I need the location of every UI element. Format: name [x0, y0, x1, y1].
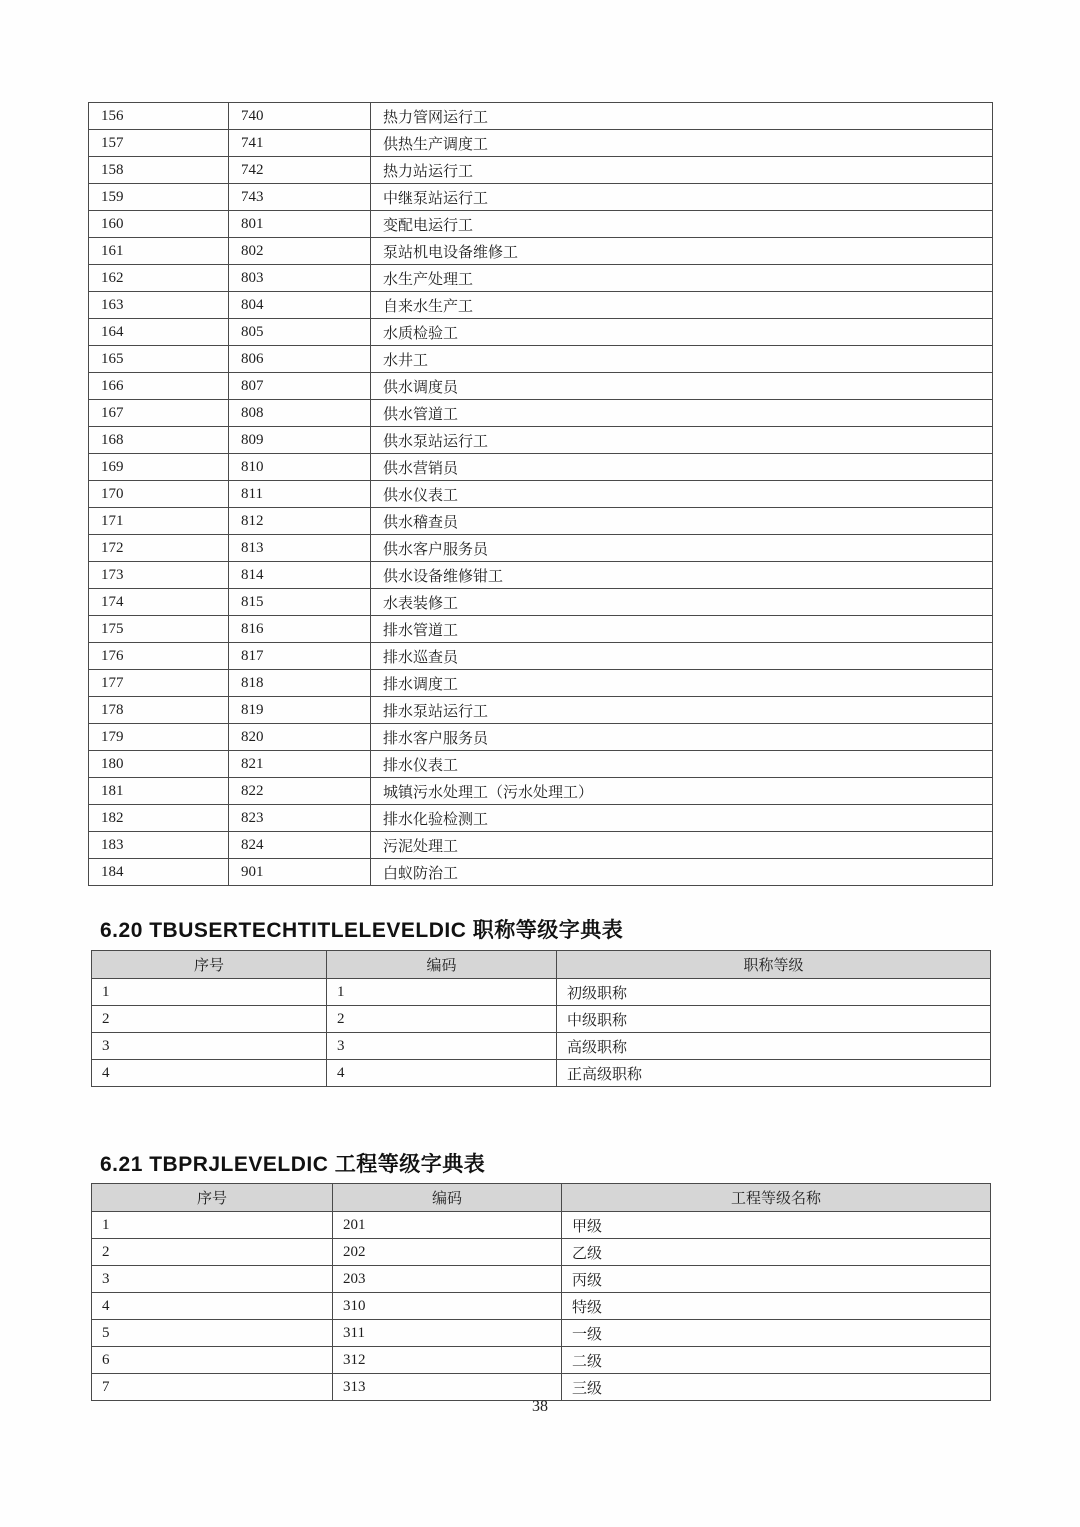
table-cell: 814 — [229, 562, 371, 589]
table-row — [89, 643, 993, 670]
table-cell: 820 — [229, 724, 371, 751]
table-row — [89, 373, 993, 400]
table-cell: 156 — [89, 103, 229, 130]
table-cell: 排水巡查员 — [371, 643, 993, 670]
table-cell: 805 — [229, 319, 371, 346]
table-cell: 182 — [89, 805, 229, 832]
table-cell: 804 — [229, 292, 371, 319]
table-cell: 807 — [229, 373, 371, 400]
table-cell: 水井工 — [371, 346, 993, 373]
table-cell: 172 — [89, 535, 229, 562]
table-cell: 741 — [229, 130, 371, 157]
table-cell: 特级 — [562, 1293, 991, 1320]
table-cell: 824 — [229, 832, 371, 859]
table-cell: 4 — [92, 1060, 327, 1087]
table-cell: 1 — [92, 979, 327, 1006]
table-cell: 162 — [89, 265, 229, 292]
table-cell: 809 — [229, 427, 371, 454]
table-cell: 175 — [89, 616, 229, 643]
table-cell: 自来水生产工 — [371, 292, 993, 319]
table-row — [89, 697, 993, 724]
table-row — [89, 562, 993, 589]
table-row — [89, 265, 993, 292]
table-cell: 815 — [229, 589, 371, 616]
table-cell: 高级职称 — [557, 1033, 991, 1060]
table-row — [92, 979, 991, 1006]
table-cell: 183 — [89, 832, 229, 859]
occupation-code-table-body — [89, 103, 993, 886]
table-cell: 4 — [92, 1293, 333, 1320]
table-cell: 一级 — [562, 1320, 991, 1347]
table-row — [89, 292, 993, 319]
table-cell: 4 — [327, 1060, 557, 1087]
table-cell: 802 — [229, 238, 371, 265]
table-row — [92, 1033, 991, 1060]
table-cell: 179 — [89, 724, 229, 751]
table-row — [89, 724, 993, 751]
project-level-table-body — [92, 1212, 991, 1401]
table-row — [89, 427, 993, 454]
table-cell: 中级职称 — [557, 1006, 991, 1033]
table-cell: 热力管网运行工 — [371, 103, 993, 130]
table-row — [89, 319, 993, 346]
table-cell: 2 — [92, 1006, 327, 1033]
table-cell: 158 — [89, 157, 229, 184]
table-cell: 白蚁防治工 — [371, 859, 993, 886]
table-row — [89, 805, 993, 832]
section-620-heading: 6.20 TBUSERTECHTITLELEVELDIC 职称等级字典表 — [100, 919, 624, 942]
table-cell: 供水管道工 — [371, 400, 993, 427]
page-number: 38 — [532, 1398, 548, 1415]
table-row — [89, 859, 993, 886]
table-cell: 城镇污水处理工（污水处理工） — [371, 778, 993, 805]
table-row — [89, 454, 993, 481]
table-cell: 2 — [327, 1006, 557, 1033]
table-cell: 3 — [92, 1266, 333, 1293]
table-cell: 171 — [89, 508, 229, 535]
table-cell: 2 — [92, 1239, 333, 1266]
table-row — [89, 481, 993, 508]
table-cell: 乙级 — [562, 1239, 991, 1266]
table-cell: 901 — [229, 859, 371, 886]
column-header-title-level: 职称等级 — [557, 951, 991, 979]
table-cell: 供水调度员 — [371, 373, 993, 400]
table-cell: 173 — [89, 562, 229, 589]
table-cell: 177 — [89, 670, 229, 697]
table-cell: 1 — [92, 1212, 333, 1239]
table-cell: 806 — [229, 346, 371, 373]
column-header-seq: 序号 — [92, 951, 327, 979]
column-header-project-level: 工程等级名称 — [562, 1184, 991, 1212]
tech-title-level-table-header — [92, 951, 991, 979]
table-cell: 808 — [229, 400, 371, 427]
table-row — [89, 211, 993, 238]
table-cell: 初级职称 — [557, 979, 991, 1006]
table-row — [89, 535, 993, 562]
table-cell: 166 — [89, 373, 229, 400]
table-row — [92, 1374, 991, 1401]
table-cell: 丙级 — [562, 1266, 991, 1293]
table-cell: 167 — [89, 400, 229, 427]
table-cell: 变配电运行工 — [371, 211, 993, 238]
table-cell: 供水泵站运行工 — [371, 427, 993, 454]
table-cell: 180 — [89, 751, 229, 778]
table-cell: 161 — [89, 238, 229, 265]
table-cell: 202 — [333, 1239, 562, 1266]
table-cell: 3 — [327, 1033, 557, 1060]
table-cell: 164 — [89, 319, 229, 346]
table-cell: 178 — [89, 697, 229, 724]
table-cell: 159 — [89, 184, 229, 211]
table-cell: 6 — [92, 1347, 333, 1374]
table-row — [89, 103, 993, 130]
table-row — [92, 1212, 991, 1239]
table-cell: 排水化验检测工 — [371, 805, 993, 832]
table-row — [89, 157, 993, 184]
table-row — [92, 1320, 991, 1347]
table-cell: 201 — [333, 1212, 562, 1239]
table-cell: 供水客户服务员 — [371, 535, 993, 562]
table-cell: 168 — [89, 427, 229, 454]
table-cell: 157 — [89, 130, 229, 157]
table-cell: 供水设备维修钳工 — [371, 562, 993, 589]
table-cell: 817 — [229, 643, 371, 670]
table-cell: 822 — [229, 778, 371, 805]
table-cell: 821 — [229, 751, 371, 778]
table-cell: 819 — [229, 697, 371, 724]
column-header-seq: 序号 — [92, 1184, 333, 1212]
table-cell: 310 — [333, 1293, 562, 1320]
table-cell: 743 — [229, 184, 371, 211]
table-cell: 812 — [229, 508, 371, 535]
occupation-code-table — [88, 102, 993, 886]
section-621-heading: 6.21 TBPRJLEVELDIC 工程等级字典表 — [100, 1153, 486, 1176]
table-cell: 184 — [89, 859, 229, 886]
table-row — [89, 184, 993, 211]
table-cell: 排水调度工 — [371, 670, 993, 697]
table-cell: 污泥处理工 — [371, 832, 993, 859]
table-row — [89, 346, 993, 373]
table-cell: 169 — [89, 454, 229, 481]
table-cell: 排水仪表工 — [371, 751, 993, 778]
table-cell: 818 — [229, 670, 371, 697]
table-cell: 7 — [92, 1374, 333, 1401]
table-header-row — [92, 951, 991, 979]
table-cell: 313 — [333, 1374, 562, 1401]
table-row — [89, 130, 993, 157]
table-cell: 312 — [333, 1347, 562, 1374]
table-row — [89, 400, 993, 427]
table-row — [92, 1266, 991, 1293]
table-row — [92, 1239, 991, 1266]
table-row — [89, 616, 993, 643]
table-cell: 160 — [89, 211, 229, 238]
table-cell: 排水客户服务员 — [371, 724, 993, 751]
table-cell: 供热生产调度工 — [371, 130, 993, 157]
table-cell: 163 — [89, 292, 229, 319]
table-cell: 176 — [89, 643, 229, 670]
table-cell: 803 — [229, 265, 371, 292]
table-row — [92, 1006, 991, 1033]
table-cell: 中继泵站运行工 — [371, 184, 993, 211]
table-cell: 823 — [229, 805, 371, 832]
tech-title-level-table — [91, 950, 991, 1087]
table-row — [89, 832, 993, 859]
project-level-table-header — [92, 1184, 991, 1212]
table-header-row — [92, 1184, 991, 1212]
table-cell: 3 — [92, 1033, 327, 1060]
table-cell: 供水仪表工 — [371, 481, 993, 508]
column-header-code: 编码 — [333, 1184, 562, 1212]
table-row — [89, 238, 993, 265]
table-cell: 水质检验工 — [371, 319, 993, 346]
table-cell: 810 — [229, 454, 371, 481]
table-cell: 二级 — [562, 1347, 991, 1374]
table-cell: 165 — [89, 346, 229, 373]
table-cell: 174 — [89, 589, 229, 616]
table-cell: 742 — [229, 157, 371, 184]
table-cell: 170 — [89, 481, 229, 508]
project-level-table — [91, 1183, 991, 1401]
column-header-code: 编码 — [327, 951, 557, 979]
table-cell: 水表装修工 — [371, 589, 993, 616]
table-row — [89, 778, 993, 805]
table-cell: 813 — [229, 535, 371, 562]
table-cell: 排水管道工 — [371, 616, 993, 643]
table-row — [89, 589, 993, 616]
table-cell: 泵站机电设备维修工 — [371, 238, 993, 265]
table-row — [92, 1293, 991, 1320]
table-cell: 811 — [229, 481, 371, 508]
table-cell: 三级 — [562, 1374, 991, 1401]
table-cell: 816 — [229, 616, 371, 643]
tech-title-level-table-body — [92, 979, 991, 1087]
table-cell: 203 — [333, 1266, 562, 1293]
table-cell: 甲级 — [562, 1212, 991, 1239]
table-row — [89, 670, 993, 697]
table-cell: 水生产处理工 — [371, 265, 993, 292]
table-row — [92, 1347, 991, 1374]
table-cell: 801 — [229, 211, 371, 238]
table-cell: 311 — [333, 1320, 562, 1347]
table-cell: 181 — [89, 778, 229, 805]
table-row — [89, 508, 993, 535]
table-row — [89, 751, 993, 778]
table-cell: 5 — [92, 1320, 333, 1347]
table-cell: 热力站运行工 — [371, 157, 993, 184]
table-cell: 供水稽查员 — [371, 508, 993, 535]
table-cell: 正高级职称 — [557, 1060, 991, 1087]
table-cell: 1 — [327, 979, 557, 1006]
table-row — [92, 1060, 991, 1087]
table-cell: 740 — [229, 103, 371, 130]
table-cell: 供水营销员 — [371, 454, 993, 481]
table-cell: 排水泵站运行工 — [371, 697, 993, 724]
